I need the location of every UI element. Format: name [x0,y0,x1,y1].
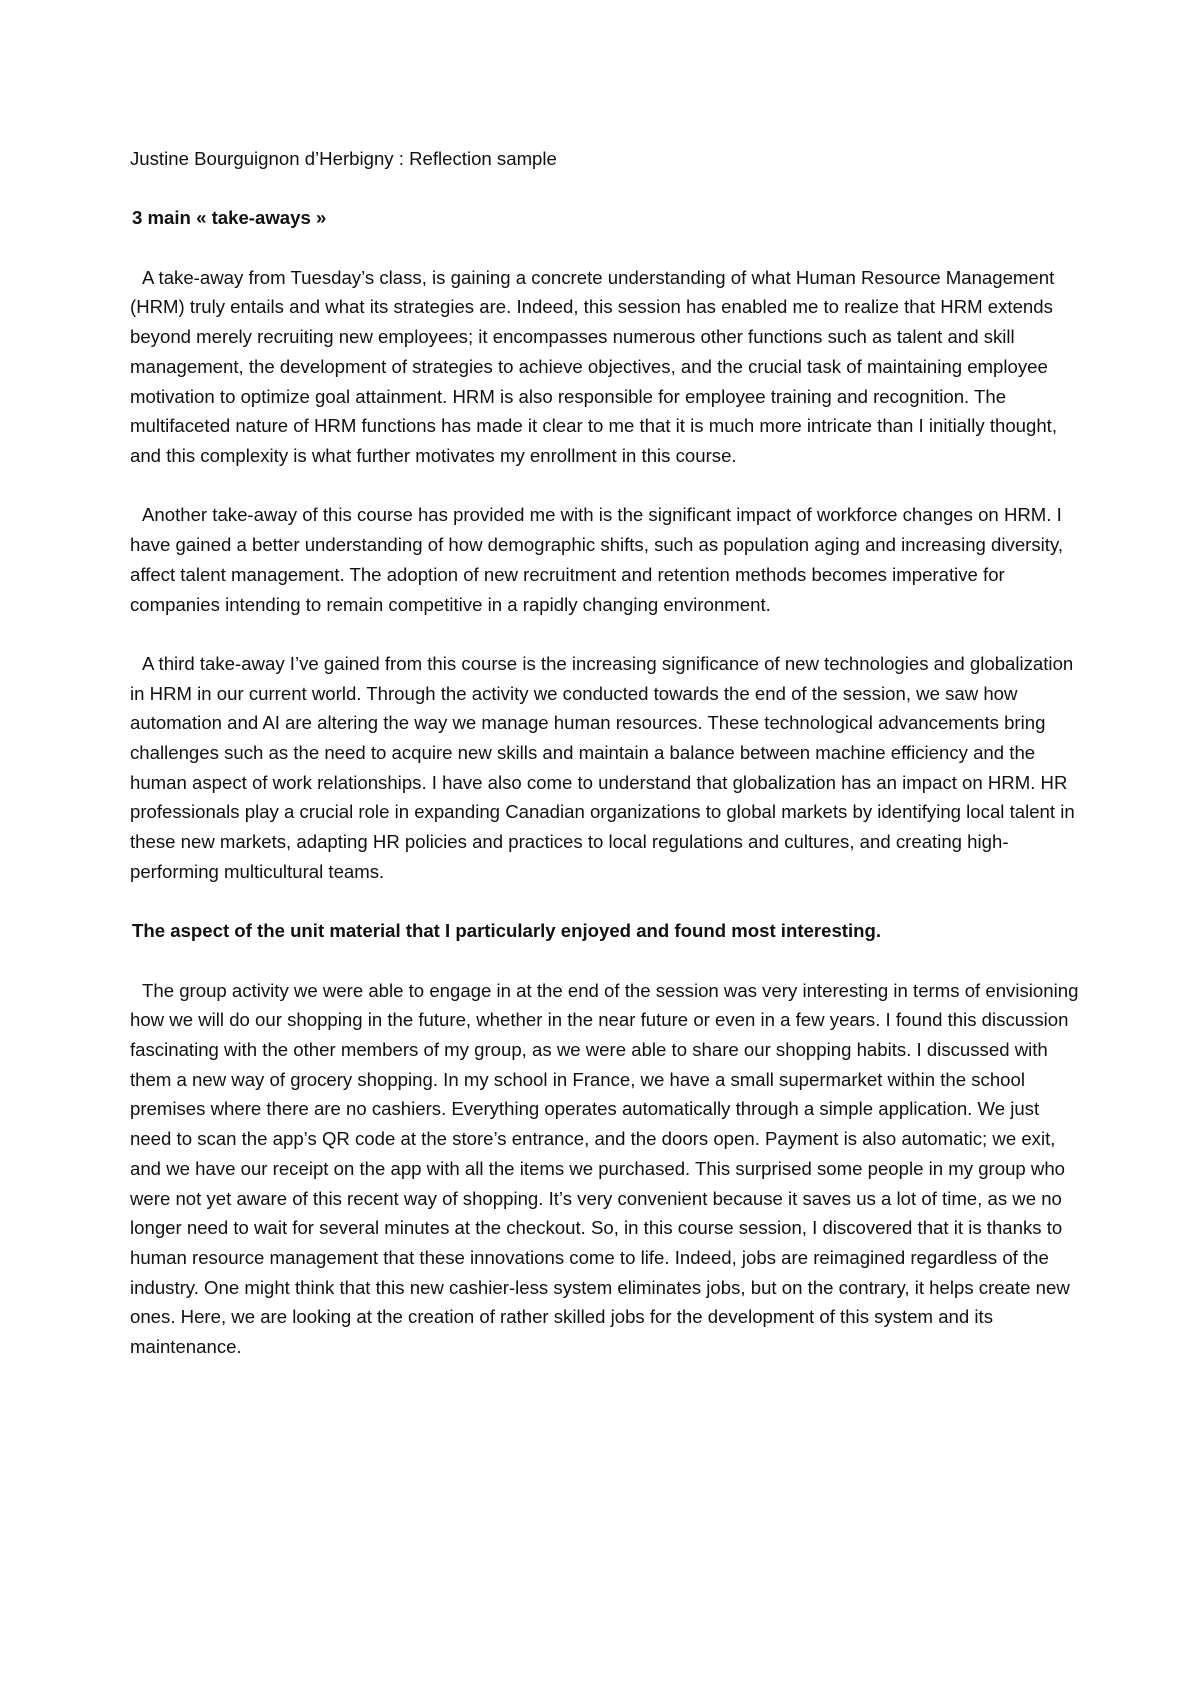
document-body [130,144,1085,1362]
section-heading-enjoyed: The aspect of the unit material that I particularly enjoyed and found most interesting. [132,920,882,942]
section-heading-takeaways: 3 main « take-aways » [132,207,327,229]
paragraph-takeaway-3: A third take-away I’ve gained from this course is the increasing significance of new technologies and globalization in HRM in our current world. Through the activity we conducted towards the end of the session, we saw how automation and AI are altering the way we manage human resources. These technological advancements bring challenges such as the need to acquire new skills and maintain a balance between machine efficiency and the human aspect of work relationships. I have also come to understand that globalization has an impact on HRM. HR professionals play a crucial role in expanding Canadian organizations to global markets by identifying local talent in these new markets, adapting HR policies and practices to local regulations and cultures, and creating high-performing multicultural teams. [130,652,1075,882]
paragraph-takeaway-2: Another take-away of this course has provided me with is the significant impact of workforce changes on HRM. I have gained a better understanding of how demographic shifts, such as population aging and increasing diversity, affect talent management. The adoption of new recruitment and retention methods becomes imperative for companies intending to remain competitive in a rapidly changing environment. [130,504,1064,615]
document-title: Justine Bourguignon d’Herbigny : Reflection sample [130,148,557,169]
paragraph-takeaway-1: A take-away from Tuesday’s class, is gaining a concrete understanding of what Human Resource Management (HRM) truly entails and what its strategies are. Indeed, this session has enabled me to realize that HRM extends beyond merely recruiting new employees; it encompasses numerous other functions such as talent and skill management, the development of strategies to achieve objectives, and the crucial task of maintaining employee motivation to optimize goal attainment. HRM is also responsible for employee training and recognition. The multifaceted nature of HRM functions has made it clear to me that it is much more intricate than I initially thought, and this complexity is what further motivates my enrollment in this course. [130,266,1058,466]
paragraph-group-activity: The group activity we were able to engage in at the end of the session was very interesting in terms of envisioning how we will do our shopping in the future, whether in the near future or even in a few years. I found this discussion fascinating with the other members of my group, as we were able to share our shopping habits. I discussed with them a new way of grocery shopping. In my school in France, we have a small supermarket within the school premises where there are no cashiers. Everything operates automatically through a simple application. We just need to scan the app’s QR code at the store’s entrance, and the doors open. Payment is also automatic; we exit, and we have our receipt on the app with all the items we purchased. This surprised some people in my group who were not yet aware of this recent way of shopping. It’s very convenient because it saves us a lot of time, as we no longer need to wait for several minutes at the checkout. So, in this course session, I discovered that it is thanks to human resource management that these innovations come to life. Indeed, jobs are reimagined regardless of the industry. One might think that this new cashier-less system eliminates jobs, but on the contrary, it helps create new ones. Here, we are looking at the creation of rather skilled jobs for the development of this system and its maintenance. [130,979,1079,1358]
